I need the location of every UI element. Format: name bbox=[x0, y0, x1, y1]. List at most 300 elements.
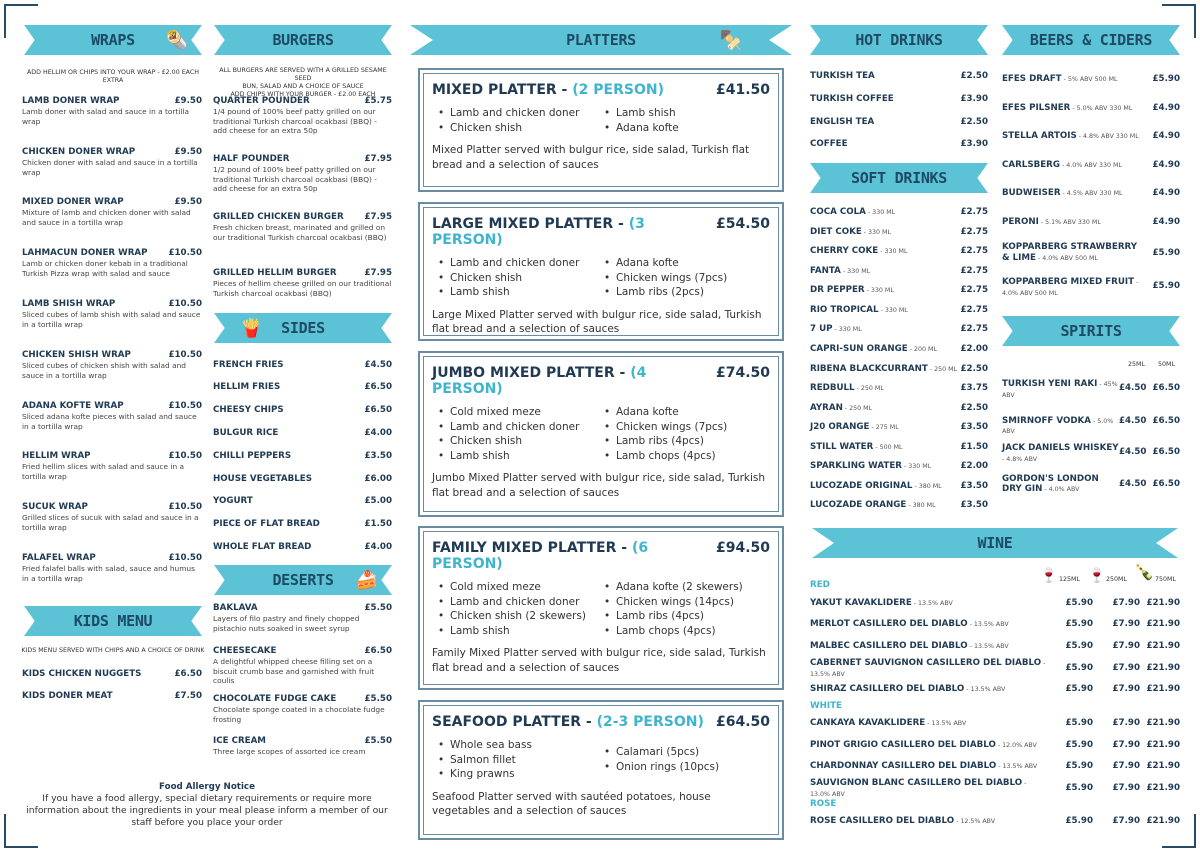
text-label: TURKISH YENI RAKI bbox=[1002, 379, 1098, 389]
text-label: - 13.5% ABV bbox=[967, 621, 1009, 628]
text-label: - 45% ABV bbox=[1002, 381, 1118, 399]
text-label: - 330 ML bbox=[832, 326, 862, 333]
text-label: • Lamb chops (4pcs) bbox=[604, 624, 770, 639]
text-label: £7.90 bbox=[1112, 783, 1140, 793]
text-label: Lamb or chicken doner kebab in a traditional Turkish Pizza wrap with salad and sauce bbox=[22, 259, 188, 278]
text-label: - 275 ML bbox=[869, 424, 899, 431]
beers-banner bbox=[1002, 25, 1180, 55]
text-label: £2.75 bbox=[960, 227, 988, 237]
menu-item bbox=[810, 461, 988, 471]
menu-item bbox=[22, 401, 202, 431]
text-label: JACK DANIELS WHISKEY bbox=[1002, 443, 1119, 453]
platter-icon: 🍢 bbox=[719, 29, 742, 51]
text-label: J20 ORANGE bbox=[810, 422, 870, 432]
text-label: - 4.0% ABV bbox=[1042, 486, 1080, 493]
column-header: 25ML bbox=[1128, 361, 1145, 368]
text-label: - 330 ML bbox=[840, 268, 871, 275]
text-label: 1/2 pound of 100% beef patty grilled on our traditional Turkish charcoal ocakbasi (BBQ) - add cheese for an extra 50p bbox=[213, 165, 377, 193]
text-label: ADANA KOFTE WRAP bbox=[22, 401, 124, 411]
text-label: - 13.0% ABV bbox=[810, 780, 1027, 798]
text-label: £2.75 bbox=[960, 285, 988, 295]
text-label: Chocolate sponge coated in a chocolate fudge frosting bbox=[213, 705, 385, 724]
wraps-banner bbox=[24, 25, 202, 55]
text-label: • Lamb shish bbox=[438, 449, 604, 464]
text-label: Sliced adana kofte pieces with salad and sauce in a tortilla wrap bbox=[22, 412, 197, 431]
text-label: £21.90 bbox=[1146, 663, 1180, 673]
menu-item bbox=[810, 344, 988, 354]
menu-item bbox=[213, 154, 392, 194]
text-label: - 200 ML bbox=[907, 346, 937, 353]
text-label: - 380 ML bbox=[906, 502, 936, 509]
wine-banner bbox=[812, 528, 1178, 558]
allergy-text: If you have a food allergy, special dietary requirements or require more information about the ingredients in your meal please inform a member of our staff before you place your order bbox=[26, 793, 388, 828]
menu-item bbox=[810, 139, 988, 149]
menu-item bbox=[22, 248, 202, 278]
text-label: £4.90 bbox=[1152, 217, 1180, 227]
text-label: RIBENA BLACKCURRANT bbox=[810, 364, 928, 374]
text-label: - 13.5% ABV bbox=[810, 660, 1046, 678]
text-label: CABERNET SAUVIGNON CASILLERO DEL DIABLO bbox=[810, 658, 1042, 668]
text-label: 7 UP bbox=[810, 324, 833, 334]
burgers-title: BURGERS bbox=[272, 31, 334, 49]
text-label: CANKAYA KAVAKLIDERE bbox=[810, 718, 926, 728]
text-label: £41.50 bbox=[715, 82, 770, 98]
text-label: - 5.0% ABV bbox=[1002, 418, 1114, 435]
spirits-banner bbox=[1002, 316, 1180, 346]
text-label: CHERRY COKE bbox=[810, 246, 879, 256]
text-label: MIXED DONER WRAP bbox=[22, 197, 124, 207]
text-label: £1.50 bbox=[364, 519, 392, 529]
text-label: £7.95 bbox=[364, 212, 392, 222]
text-label: • Onion rings (10pcs) bbox=[604, 760, 770, 775]
text-label: £7.90 bbox=[1112, 740, 1140, 750]
text-label: A delightful whipped cheese filling set on a biscuit crumb base and garnished with fruit coulis bbox=[213, 657, 375, 685]
text-label: - 330 ML bbox=[878, 307, 908, 314]
text-label: £5.90 bbox=[1065, 761, 1093, 771]
text-label: Grilled slices of sucuk with salad and sauce in a tortilla wrap bbox=[22, 513, 199, 532]
text-label: - 250 ML bbox=[927, 366, 958, 373]
text-label: CHEESY CHIPS bbox=[213, 405, 284, 415]
text-label: - 5.0% ABV 330 ML bbox=[1070, 105, 1133, 112]
text-label: KIDS CHICKEN NUGGETS bbox=[22, 669, 142, 679]
text-label: £6.50 bbox=[174, 669, 202, 679]
text-label: £6.50 bbox=[1152, 447, 1180, 457]
wine-glass-icon: 🍷 bbox=[1040, 568, 1058, 584]
text-label: £10.50 bbox=[168, 350, 202, 360]
wraps-note: ADD HELLIM OR CHIPS INTO YOUR WRAP - £2.00 EACH EXTRA bbox=[26, 69, 200, 84]
menu-item bbox=[810, 364, 988, 374]
beers-title: BEERS & CIDERS bbox=[1029, 31, 1153, 49]
text-label: - 4.0% ABV 500 ML bbox=[1035, 255, 1098, 262]
text-label: EFES DRAFT bbox=[1002, 74, 1062, 84]
menu-item bbox=[810, 324, 988, 334]
text-label: CHICKEN DONER WRAP bbox=[22, 147, 136, 157]
text-label: Three large scopes of assorted ice cream bbox=[213, 747, 366, 756]
text-label: • Adana kofte bbox=[604, 121, 770, 136]
text-label: • Whole sea bass bbox=[438, 738, 604, 753]
text-label: ADD CHIPS WITH YOUR BURGER - £2.00 EACH bbox=[230, 91, 376, 98]
menu-item bbox=[1002, 416, 1180, 436]
wrap-icon: 🌯 bbox=[165, 29, 188, 51]
text-label: EFES PILSNER bbox=[1002, 103, 1071, 113]
menu-item bbox=[810, 266, 988, 276]
text-label: £7.90 bbox=[1112, 663, 1140, 673]
text-label: £7.90 bbox=[1112, 598, 1140, 608]
platter-card bbox=[418, 68, 784, 192]
text-label: £5.90 bbox=[1065, 598, 1093, 608]
text-label: £4.50 bbox=[1118, 479, 1147, 489]
text-label: (2 PERSON) bbox=[572, 82, 664, 98]
text-label: £5.90 bbox=[1065, 619, 1093, 629]
wine-section-red: RED bbox=[810, 580, 830, 590]
menu-item bbox=[22, 350, 202, 380]
menu-item bbox=[810, 422, 988, 432]
text-label: - 4.8% ABV bbox=[1002, 456, 1038, 463]
text-label: • Chicken shish bbox=[438, 121, 604, 136]
text-label: ALL BURGERS ARE SERVED WITH A GRILLED SESAME SEED bbox=[219, 67, 387, 82]
text-label: CARLSBERG bbox=[1002, 160, 1060, 170]
text-label: - 4.0% ABV 500 ML bbox=[1002, 279, 1139, 297]
text-label: £4.90 bbox=[1152, 103, 1180, 113]
menu-item bbox=[213, 646, 392, 686]
text-label: - 12.0% ABV bbox=[995, 742, 1037, 749]
text-label: LAMB SHISH WRAP bbox=[22, 299, 116, 309]
text-label: £7.95 bbox=[364, 154, 392, 164]
text-label: HELLIM FRIES bbox=[213, 382, 281, 392]
text-label: GRILLED CHICKEN BURGER bbox=[213, 212, 344, 222]
text-label: £2.50 bbox=[960, 403, 988, 413]
menu-item bbox=[213, 736, 392, 757]
text-label: SUCUK WRAP bbox=[22, 502, 88, 512]
text-label: • Chicken wings (7pcs) bbox=[604, 271, 770, 286]
text-label: £10.50 bbox=[168, 299, 202, 309]
text-label: - 330 ML bbox=[878, 248, 908, 255]
text-label: PIECE OF FLAT BREAD bbox=[213, 519, 320, 529]
menu-item bbox=[1002, 188, 1180, 198]
menu-item bbox=[213, 451, 392, 461]
spirits-title: SPIRITS bbox=[1060, 322, 1122, 340]
text-label: £21.90 bbox=[1146, 641, 1180, 651]
menu-item bbox=[213, 428, 392, 438]
menu-item bbox=[22, 451, 202, 481]
text-label: MALBEC CASILLERO DEL DIABLO bbox=[810, 641, 968, 651]
menu-item bbox=[810, 207, 988, 217]
text-label: £10.50 bbox=[168, 553, 202, 563]
text-label: £2.75 bbox=[960, 246, 988, 256]
text-label: Jumbo Mixed Platter served with bulgur rice, side salad, Turkish flat bread and a selection of sauces bbox=[432, 472, 766, 499]
text-label: DR PEPPER bbox=[810, 285, 865, 295]
text-label: REDBULL bbox=[810, 383, 855, 393]
menu-item bbox=[1002, 277, 1180, 299]
text-label: £3.75 bbox=[960, 383, 988, 393]
menu-item bbox=[810, 227, 988, 237]
text-label: £10.50 bbox=[168, 248, 202, 258]
allergy-notice bbox=[22, 781, 392, 829]
text-label: Fried hellim slices with salad and sauce in a tortilla wrap bbox=[22, 462, 185, 481]
menu-item bbox=[1002, 217, 1180, 227]
platter-card bbox=[418, 351, 784, 517]
text-label: • Lamb and chicken doner bbox=[438, 256, 604, 271]
text-label: £5.75 bbox=[364, 96, 392, 106]
cake-icon: 🍰 bbox=[355, 569, 378, 591]
text-label: £2.75 bbox=[960, 324, 988, 334]
text-label: • Chicken wings (14pcs) bbox=[604, 595, 770, 610]
text-label: £5.50 bbox=[364, 694, 392, 704]
text-label: CHICKEN SHISH WRAP bbox=[22, 350, 131, 360]
text-label: YOGURT bbox=[213, 496, 253, 506]
menu-item bbox=[810, 71, 988, 81]
text-label: - 4.8% ABV 330 ML bbox=[1076, 133, 1139, 140]
text-label: £5.90 bbox=[1152, 281, 1180, 291]
platters-title: PLATTERS bbox=[566, 31, 636, 49]
text-label: £3.50 bbox=[960, 500, 988, 510]
text-label: GORDON'S LONDON DRY GIN bbox=[1002, 474, 1099, 494]
text-label: • Lamb ribs (4pcs) bbox=[604, 434, 770, 449]
menu-item bbox=[213, 360, 392, 370]
menu-item bbox=[213, 519, 392, 529]
text-label: - 330 ML bbox=[861, 229, 892, 236]
menu-item bbox=[1002, 160, 1180, 170]
platter-card bbox=[418, 526, 784, 690]
text-label: BULGUR RICE bbox=[213, 428, 279, 438]
text-label: Layers of filo pastry and finely chopped pistachio nuts soaked in sweet syrup bbox=[213, 614, 360, 633]
text-label: £5.90 bbox=[1065, 718, 1093, 728]
platter-card bbox=[418, 700, 784, 840]
text-label: HOUSE VEGETABLES bbox=[213, 474, 312, 484]
text-label: - 13.5% ABV bbox=[925, 720, 967, 727]
text-label: £54.50 bbox=[715, 216, 770, 232]
soft-drinks-title: SOFT DRINKS bbox=[850, 169, 948, 187]
column-header: 750ML bbox=[1155, 576, 1176, 583]
text-label: £5.50 bbox=[364, 603, 392, 613]
text-label: £6.00 bbox=[364, 474, 392, 484]
menu-item bbox=[213, 474, 392, 484]
text-label: £6.50 bbox=[1152, 479, 1180, 489]
menu-item bbox=[1002, 474, 1180, 495]
text-label: COCA COLA bbox=[810, 207, 866, 217]
wraps-title: WRAPS bbox=[91, 31, 135, 49]
text-label: LAHMACUN DONER WRAP bbox=[22, 248, 148, 258]
text-label: £21.90 bbox=[1146, 740, 1180, 750]
menu-item bbox=[213, 382, 392, 392]
menu-item bbox=[1002, 103, 1180, 113]
text-label: £5.90 bbox=[1065, 816, 1093, 826]
text-label: £21.90 bbox=[1146, 684, 1180, 694]
text-label: - 13.5% ABV bbox=[964, 686, 1006, 693]
text-label: Sliced cubes of chicken shish with salad and sauce in a tortilla wrap bbox=[22, 361, 186, 380]
text-label: £5.90 bbox=[1065, 783, 1093, 793]
text-label: TURKISH COFFEE bbox=[810, 94, 894, 104]
text-label: £64.50 bbox=[715, 714, 770, 730]
menu-item bbox=[213, 96, 392, 136]
text-label: Seafood Platter served with sautéed potatoes, house vegetables and a selection of sauces bbox=[432, 790, 711, 817]
text-label: Pieces of hellim cheese grilled on our traditional Turkish charcoal ocakbasi (BBQ) bbox=[213, 279, 392, 298]
text-label: LARGE MIXED PLATTER - bbox=[432, 216, 629, 232]
text-label: £4.50 bbox=[1118, 447, 1147, 457]
text-label: BUDWEISER bbox=[1002, 188, 1061, 198]
text-label: FRENCH FRIES bbox=[213, 360, 284, 370]
text-label: LUCOZADE ORIGINAL bbox=[810, 481, 913, 491]
menu-item bbox=[22, 669, 202, 679]
text-label: £2.75 bbox=[960, 305, 988, 315]
text-label: £7.90 bbox=[1112, 761, 1140, 771]
wine-glass-icon: 🍷 bbox=[1088, 568, 1106, 584]
text-label: £4.00 bbox=[364, 428, 392, 438]
text-label: COFFEE bbox=[810, 139, 848, 149]
menu-item bbox=[22, 147, 202, 177]
text-label: HELLIM WRAP bbox=[22, 451, 91, 461]
soft-drinks-banner bbox=[810, 163, 988, 193]
menu-item bbox=[810, 305, 988, 315]
text-label: STILL WATER bbox=[810, 442, 874, 452]
text-label: £4.90 bbox=[1152, 188, 1180, 198]
text-label: £9.50 bbox=[174, 96, 202, 106]
menu-item bbox=[22, 553, 202, 583]
text-label: BUN, SALAD AND A CHOICE OF SAUCE bbox=[242, 83, 364, 90]
text-label: Fresh chicken breast, marinated and grilled on our traditional Turkish charcoal ocakbasi (BBQ) bbox=[213, 223, 387, 242]
text-label: - 250 ML bbox=[854, 385, 884, 392]
text-label: £4.90 bbox=[1152, 160, 1180, 170]
text-label: • Chicken wings (7pcs) bbox=[604, 420, 770, 435]
text-label: £7.90 bbox=[1112, 641, 1140, 651]
text-label: £3.90 bbox=[960, 139, 988, 149]
text-label: - 250 ML bbox=[842, 405, 873, 412]
text-label: PERONI bbox=[1002, 217, 1039, 227]
text-label: £7.90 bbox=[1112, 619, 1140, 629]
text-label: FANTA bbox=[810, 266, 841, 276]
text-label: • Adana kofte (2 skewers) bbox=[604, 580, 770, 595]
text-label: £21.90 bbox=[1146, 761, 1180, 771]
menu-item bbox=[213, 542, 392, 552]
text-label: £2.00 bbox=[960, 461, 988, 471]
text-label: (3 PERSON) bbox=[432, 216, 645, 248]
text-label: • Adana kofte bbox=[604, 405, 770, 420]
text-label: ENGLISH TEA bbox=[810, 117, 875, 127]
menu-item bbox=[1002, 242, 1180, 264]
text-label: SPARKLING WATER bbox=[810, 461, 902, 471]
fries-icon: 🍟 bbox=[240, 317, 263, 339]
text-label: CAPRI-SUN ORANGE bbox=[810, 344, 908, 354]
text-label: Sliced cubes of lamb shish with salad and sauce in a tortilla wrap bbox=[22, 310, 201, 329]
text-label: £5.90 bbox=[1152, 248, 1180, 258]
menu-item bbox=[213, 268, 392, 298]
text-label: TURKISH TEA bbox=[810, 71, 875, 81]
text-label: • Lamb and chicken doner bbox=[438, 595, 604, 610]
menu-item bbox=[810, 117, 988, 127]
text-label: - 13.5% ABV bbox=[911, 600, 953, 607]
text-label: £5.90 bbox=[1065, 641, 1093, 651]
text-label: JUMBO MIXED PLATTER - bbox=[432, 365, 631, 381]
text-label: £2.50 bbox=[960, 117, 988, 127]
text-label: CHARDONNAY CASILLERO DEL DIABLO bbox=[810, 761, 997, 771]
text-label: £3.90 bbox=[960, 94, 988, 104]
text-label: (6 PERSON) bbox=[432, 540, 649, 572]
text-label: KIDS DONER MEAT bbox=[22, 691, 113, 701]
text-label: - 4.5% ABV 330 ML bbox=[1060, 190, 1123, 197]
wine-title: WINE bbox=[977, 534, 1013, 552]
text-label: SEAFOOD PLATTER - bbox=[432, 714, 597, 730]
text-label: £2.50 bbox=[960, 71, 988, 81]
menu-item bbox=[1002, 74, 1180, 84]
text-label: £2.75 bbox=[960, 207, 988, 217]
text-label: £3.50 bbox=[364, 451, 392, 461]
text-label: £10.50 bbox=[168, 502, 202, 512]
text-label: - 4.0% ABV 330 ML bbox=[1059, 162, 1122, 169]
text-label: Mixed Platter served with bulgur rice, side salad, Turkish flat bread and a selection of sauces bbox=[432, 144, 750, 171]
wine-bottle-icon: 🍾 bbox=[1134, 562, 1154, 581]
text-label: £21.90 bbox=[1146, 598, 1180, 608]
menu-item bbox=[22, 299, 202, 329]
menu-item bbox=[1002, 443, 1180, 465]
text-label: • Adana kofte bbox=[604, 256, 770, 271]
text-label: • Chicken shish (2 skewers) bbox=[438, 609, 604, 624]
text-label: SMIRNOFF VODKA bbox=[1002, 416, 1091, 426]
text-label: £10.50 bbox=[168, 401, 202, 411]
text-label: £6.50 bbox=[364, 382, 392, 392]
text-label: £7.90 bbox=[1112, 718, 1140, 728]
text-label: £9.50 bbox=[174, 147, 202, 157]
text-label: ROSE CASILLERO DEL DIABLO bbox=[810, 816, 955, 826]
text-label: LAMB DONER WRAP bbox=[22, 96, 120, 106]
menu-item bbox=[810, 94, 988, 104]
text-label: £21.90 bbox=[1146, 783, 1180, 793]
text-label: - 500 ML bbox=[873, 444, 903, 451]
text-label: £6.50 bbox=[1152, 416, 1180, 426]
text-label: (4 PERSON) bbox=[432, 365, 647, 397]
text-label: CHEESECAKE bbox=[213, 646, 277, 656]
text-label: • Lamb and chicken doner bbox=[438, 420, 604, 435]
text-label: £4.50 bbox=[1118, 416, 1147, 426]
text-label: ICE CREAM bbox=[213, 736, 266, 746]
text-label: • Lamb and chicken doner bbox=[438, 106, 604, 121]
menu-item bbox=[810, 481, 988, 491]
kids-title: KIDS MENU bbox=[73, 612, 153, 630]
text-label: £6.50 bbox=[364, 405, 392, 415]
text-label: BAKLAVA bbox=[213, 603, 258, 613]
menu-item bbox=[810, 442, 988, 452]
menu-item bbox=[1002, 379, 1180, 401]
column-header: 50ML bbox=[1158, 361, 1175, 368]
text-label: £1.50 bbox=[960, 442, 988, 452]
column-header: 250ML bbox=[1106, 576, 1127, 583]
text-label: • King prawns bbox=[438, 767, 604, 782]
wine-section-white: WHITE bbox=[810, 701, 842, 711]
text-label: • Salmon fillet bbox=[438, 753, 604, 768]
text-label: RIO TROPICAL bbox=[810, 305, 879, 315]
text-label: • Chicken shish bbox=[438, 271, 604, 286]
text-label: £7.95 bbox=[364, 268, 392, 278]
text-label: STELLA ARTOIS bbox=[1002, 131, 1077, 141]
text-label: PINOT GRIGIO CASILLERO DEL DIABLO bbox=[810, 740, 996, 750]
text-label: £7.50 bbox=[174, 691, 202, 701]
text-label: £3.50 bbox=[960, 481, 988, 491]
text-label: LUCOZADE ORANGE bbox=[810, 500, 907, 510]
menu-item bbox=[213, 405, 392, 415]
burgers-banner bbox=[214, 25, 392, 55]
text-label: £6.50 bbox=[1152, 383, 1180, 393]
allergy-title: Food Allergy Notice bbox=[159, 782, 255, 792]
text-label: • Chicken shish bbox=[438, 434, 604, 449]
sides-banner bbox=[214, 313, 392, 343]
platter-card bbox=[418, 202, 784, 341]
text-label: Large Mixed Platter served with bulgur rice, side salad, Turkish flat bread and a selection of sauces bbox=[432, 308, 762, 335]
text-label: Mixture of lamb and chicken doner with salad and sauce in a tortilla wrap bbox=[22, 208, 191, 227]
hot-drinks-title: HOT DRINKS bbox=[855, 31, 943, 49]
text-label: • Lamb chops (4pcs) bbox=[604, 449, 770, 464]
text-label: £5.90 bbox=[1152, 74, 1180, 84]
menu-item bbox=[22, 96, 202, 126]
text-label: - 13.5% ABV bbox=[996, 763, 1038, 770]
